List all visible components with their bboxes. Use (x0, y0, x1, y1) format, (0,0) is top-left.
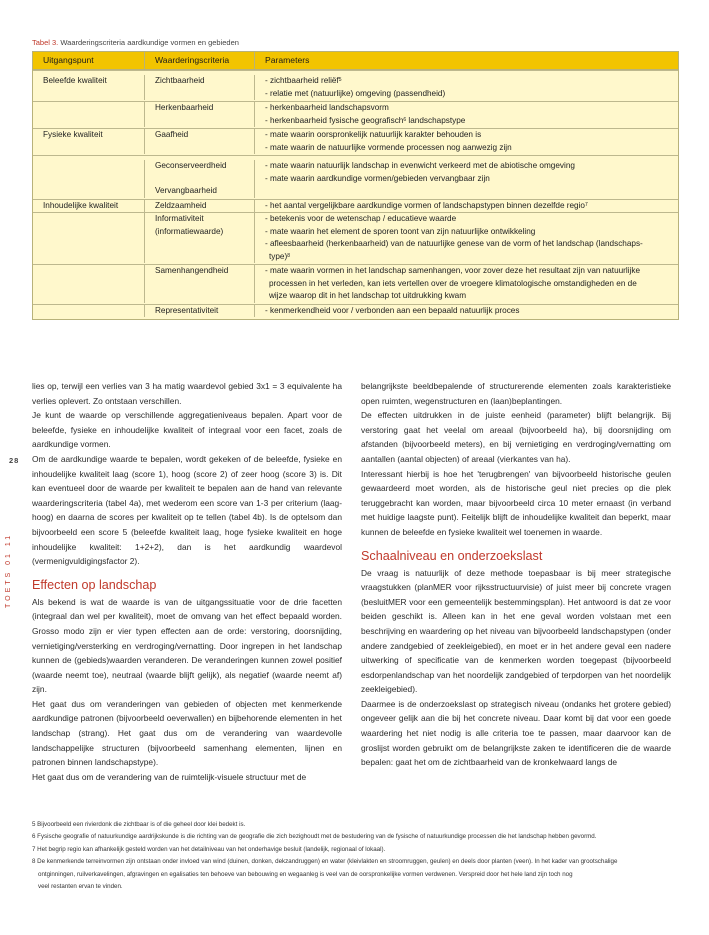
header-waarderingscriteria: Waarderingscriteria (144, 52, 254, 69)
table-header-row (33, 52, 678, 70)
header-parameters: Parameters (254, 52, 678, 69)
paragraph: Je kunt de waarde op verschillende aggregatieniveaus bepalen. Apart voor de beleefde, fysieke en inhoudelijke kwaliteit of integraal voor een facet, zoals de aardkundige vormen. (32, 410, 342, 450)
table-cell: Vervangbaarheid (155, 186, 217, 195)
table-cell (43, 213, 144, 226)
table-cell (43, 265, 144, 278)
table-cell: - betekenis voor de wetenschap / educatieve waarde (265, 214, 457, 223)
table-row (33, 199, 678, 213)
page-number: 28 (9, 456, 20, 465)
paragraph: Interessant hierbij is hoe het 'terugbrengen' van bijvoorbeeld historische geulen gewaardeerd moet worden, als de historische geul niet precies op die plek teruggebracht kan worden, maar bijvoorbeeld circa 10 meter ernaast (in verband met huidige laagste punt). Feitelijk blijft de inhoudelijke kwaliteit dan beperkt, maar kunnen de beleefde en fysieke kwaliteit wel toenemen in waarde. (361, 468, 671, 537)
table-cell: wijze waarop dit in het landschap tot uitdrukking kwam (269, 291, 467, 300)
table-cell: - mate waarin aardkundige vormen/gebieden vervangbaar zijn (265, 173, 490, 183)
table-cell: - mate waarin de natuurlijke vormende processen nog aanwezig zijn (265, 142, 512, 152)
table-cell: Samenhangendheid (155, 266, 229, 275)
table-cell (43, 102, 144, 115)
footnote: 5 Bijvoorbeeld een rivierdonk die zichtbaar is of die geheel door klei bedekt is. (32, 821, 246, 828)
table-cell: - mate waarin het element de sporen toont van zijn natuurlijke ontwikkeling (265, 226, 536, 236)
table-cell: - mate waarin oorspronkelijk natuurlijk karakter behouden is (265, 130, 482, 139)
table-cell: processen in het verleden, kan iets vertellen over de vroegere klimatologische omstandigheden en de (269, 278, 637, 288)
table-cell: - herkenbaarheid landschapsvorm (265, 103, 389, 112)
table-cell: Zichtbaarheid (155, 76, 205, 85)
paragraph: Het gaat dus om de verandering van de ruimtelijk-visuele structuur met de (32, 771, 307, 782)
footnote: veel restanten ervan te vinden. (38, 883, 123, 891)
table-cell: - het aantal vergelijkbare aardkundige vormen of landschapstypen binnen dezelfde regio$^7$ (265, 200, 588, 210)
table-cell: - relatie met (natuurlijke) omgeving (passendheid) (265, 88, 446, 98)
table-cell: Informativiteit (155, 214, 204, 223)
table-row (33, 264, 678, 304)
left-column (32, 379, 342, 784)
paragraph: belangrijkste beeldbepalende of structurerende elementen zoals karakteristieke open ruimten, wegenstructuren en (laan)beplantingen. (361, 381, 671, 406)
table-cell: Beleefde kwaliteit (43, 76, 107, 85)
footnotes (32, 819, 677, 893)
table-cell: - kenmerkendheid voor / verbonden aan een bepaald natuurlijk proces (265, 305, 520, 315)
header-uitgangspunt: Uitgangspunt (43, 55, 94, 65)
table-cell: - mate waarin vormen in het landschap samenhangen, voor zover deze het resultaat zijn van natuurlijke (265, 266, 641, 275)
paragraph: De effecten uitdrukken in de juiste eenheid (parameter) blijft belangrijk. Bij verstoring gaat het veelal om areaal (bijvoorbeeld ha), bij doorsnijding om afstanden (bijvoorbeeld meters), en bij vernietiging en verdroging/vernatting om aantallen (aantal objecten) of areaal (vierkantes van ha). (361, 410, 671, 464)
table-cell: Zeldzaamheid (155, 200, 207, 210)
table-caption (32, 38, 239, 47)
paragraph: Als bekend is wat de waarde is van de uitgangssituatie voor de drie facetten (integraal dan wel per kwaliteit), moet de omvang van het effect bepaald worden. Grosso modo zijn er vier typen effecten aan de orde: verstoring, doorsnijding, vernietiging/versterking en verdroging/vernatting. Door ingrepen in het landschap kunnen de (gebieds)waarden veranderen. De veranderingen kunnen zowel positief (waarde neemt toe), neutraal (waarde blijft gelijk), als negatief (waarde neemt af) zijn. (32, 596, 342, 695)
paragraph: Om de aardkundige waarde te bepalen, wordt gekeken of de beleefde, fysieke en inhoudelijke kwaliteit laag (score 1), hoog (score 2) of zeer hoog (score 3) is. Dit kan eventueel door de waarde per kwaliteit te bepalen aan de hand van relevante waarderingscriteria (tabel 4a), met wederom een score van 1-3 per criterium (laag-hoog) en daarna de scores per kwaliteit op te tellen (tabel 4b). Is de optelsom dan bijvoorbeeld een score 5 (beleefde kwaliteit laag, hoge fysieke kwaliteit en hoge inhoudelijke kwaliteit: 1+2+2), dan is het aardkundig waardevol (vermenigvuldigingsfactor 2). (32, 453, 342, 567)
table-cell: - afleesbaarheid (herkenbaarheid) van de natuurlijke genese van de vorm of het landschap (landschaps- (265, 239, 643, 248)
table-cell: Inhoudelijke kwaliteit (43, 200, 119, 210)
table-cell: - mate waarin natuurlijk landschap in evenwicht verkeerd met de abiotische omgeving (265, 161, 575, 170)
side-label: TOETS 01 11 (5, 532, 12, 608)
paragraph: Daarmee is de onderzoekslast op strategisch niveau (ondanks het grotere gebied) ongeveer gelijk aan die bij het concrete niveau. Daar komt bij dat voor een goede waardering het niet nodig is alle criteria toe te passen, maar daarvoor kan de groslijst worden gebruikt om de belangrijkste zaken te identificeren die de waarde bepalen: gaat het om de zichtbaarheid van de kronkelwaard langs de (361, 698, 671, 768)
footnote: 8 De kenmerkende terreinvormen zijn ontstaan onder invloed van wind (duinen, donken, dekzandruggen) en water (kleivlakten en stroomruggen, geulen) en deels door planten (veen). In het kader van grootschalige (32, 858, 618, 866)
table-caption-text: Waarderingscriteria aardkundige vormen en gebieden (58, 38, 239, 47)
table-cell: type)$^8$ (269, 251, 290, 261)
footnote: 6 Fysische geografie of natuurkundige aardrijkskunde is die richting van de geografie die zich bezighoudt met de bestudering van de fysische of natuurkundige processen die het landschap hebben gevormd. (32, 833, 597, 841)
table-cell: Gaafheid (155, 130, 189, 139)
table-cell (43, 160, 144, 173)
section-heading: Schaalniveau en onderzoekslast (361, 548, 543, 563)
table-cell: (informatiewaarde) (155, 226, 224, 236)
table-cell: - herkenbaarheid fysische geografisch$^6$ landschapstype (265, 115, 466, 125)
table-row (33, 70, 678, 101)
table-cell: Fysieke kwaliteit (43, 130, 103, 139)
paragraph: De vraag is natuurlijk of deze methode toepasbaar is bij meer strategische vraagstukken (planMER voor rijksstructuurvisie) of juist meer bij concrete vragen (besluitMER voor een gemeentelijk bestemmingsplan). Het antwoord is dat ze voor beiden geschikt is. Alleen kan in het ene geval worden volstaan met een beschrijving en waardering op het niveau van bijvoorbeeld landschapstypen (onder andere zandgebied of zeekleigebied), en moet er in het andere geval een nadere uitwerking of specificatie van de kenmerken worden toegepast (bijvoorbeeld esdorpenlandschap van het noordelijk zandgebied of terpdorpen van het noordelijk zeekleigebied). (361, 567, 671, 695)
table-row (33, 304, 678, 320)
table-cell: Herkenbaarheid (155, 103, 214, 112)
footnote: 7 Het begrip regio kan afhankelijk gesteld worden van het detailniveau van het onderhavige besluit (landelijk, regionaal of lokaal). (32, 845, 386, 853)
section-heading: Effecten op landschap (32, 577, 157, 592)
table-row (33, 128, 678, 155)
paragraph: lies op, terwijl een verlies van 3 ha matig waardevol gebied 3x1 = 3 equivalente ha verlies oplevert. Zo ontstaan verschillen. (32, 381, 342, 406)
right-column (361, 379, 671, 770)
table-caption-number: Tabel 3. (32, 38, 59, 47)
criteria-table (32, 51, 679, 320)
table-row (33, 212, 678, 264)
table-cell: - zichtbaarheid reliëf$^5$ (265, 76, 342, 85)
table-row (33, 155, 678, 199)
table-row (33, 101, 678, 128)
table-cell (43, 305, 144, 318)
table-cell: Geconserveerdheid (155, 161, 227, 170)
footnote: ontginningen, ruilverkavelingen, afgravingen en egalisaties ten behoeve van bebouwing en wegaanleg is veel van de oorspronkelijke vormen verdwenen. Verspreid door het hele land zijn toch nog (38, 870, 573, 878)
paragraph: Het gaat dus om veranderingen van gebieden of objecten met kenmerkende aardkundige patronen (bijvoorbeeld oeverwallen) en bijbehorende elementen in het landschap (strang). Het gaat dus om de verandering van waardevolle landschappelijke structuren (bijvoorbeeld samenhang elementen, lijnen en patronen binnen landschapstype). (32, 698, 342, 768)
table-cell: Representativiteit (155, 305, 219, 315)
